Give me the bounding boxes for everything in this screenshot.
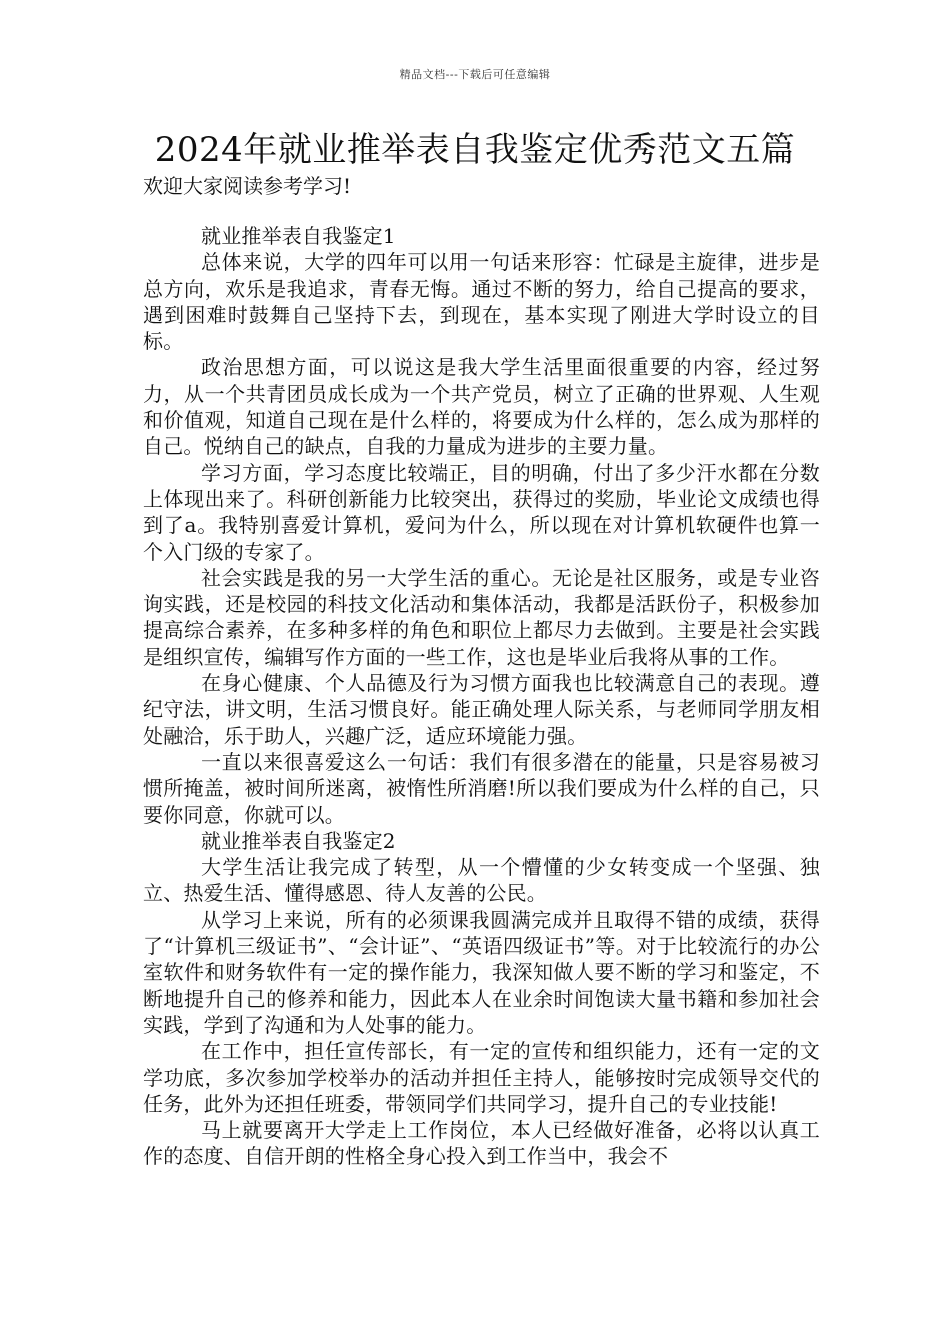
body-paragraph: 社会实践是我的另一大学生活的重心。无论是社区服务，或是专业咨询实践，还是校园的科技文化活动和集体活动，我都是活跃份子，积极参加提高综合素养，在多种多样的角色和职位上都尽力去做到。主要是社会实践是组织宣传，编辑写作方面的一些工作，这也是毕业后我将从事的工作。 [143, 565, 820, 669]
body-paragraph: 从学习上来说，所有的必须课我圆满完成并且取得不错的成绩，获得了“计算机三级证书”、“会计证”、“英语四级证书”等。对于比较流行的办公室软件和财务软件有一定的操作能力，我深知做人要不断的学习和鉴定，不断地提升自己的修养和能力，因此本人在业余时间饱读大量书籍和参加社会实践，学到了沟通和为人处事的能力。 [143, 907, 820, 1037]
page-header-note: 精品文档---下载后可任意编辑 [399, 68, 551, 81]
body-paragraph: 一直以来很喜爱这么一句话：我们有很多潜在的能量，只是容易被习惯所掩盖，被时间所迷离，被惰性所消磨!所以我们要成为什么样的自己，只要你同意，你就可以。 [143, 749, 820, 827]
body-paragraph: 在工作中，担任宣传部长，有一定的宣传和组织能力，还有一定的文学功底，多次参加学校举办的活动并担任主持人，能够按时完成领导交代的任务，此外为还担任班委，带领同学们共同学习，提升自己的专业技能! [143, 1039, 820, 1116]
welcome-line: 欢迎大家阅读参考学习! [143, 174, 352, 198]
body-paragraph: 大学生活让我完成了转型，从一个懵懂的少女转变成一个坚强、独立、热爱生活、懂得感恩、待人友善的公民。 [143, 855, 820, 906]
body-paragraph: 政治思想方面，可以说这是我大学生活里面很重要的内容，经过努力，从一个共青团员成长成为一个共产党员，树立了正确的世界观、人生观和价值观，知道自己现在是什么样的，将要成为什么样的，怎么成为那样的自己。悦纳自己的缺点，自我的力量成为进步的主要力量。 [143, 355, 820, 459]
section-heading: 就业推举表自我鉴定2 [201, 828, 396, 853]
body-paragraph: 马上就要离开大学走上工作岗位，本人已经做好准备，必将以认真工作的态度、自信开朗的性格全身心投入到工作当中，我会不 [143, 1118, 820, 1169]
document-title: 2024年就业推举表自我鉴定优秀范文五篇 [154, 130, 796, 170]
body-paragraph: 在身心健康、个人品德及行为习惯方面我也比较满意自己的表现。遵纪守法，讲文明，生活习惯良好。能正确处理人际关系，与老师同学朋友相处融洽，乐于助人，兴趣广泛，适应环境能力强。 [143, 671, 820, 748]
section-heading: 就业推举表自我鉴定1 [201, 224, 396, 248]
body-paragraph: 学习方面，学习态度比较端正，目的明确，付出了多少汗水都在分数上体现出来了。科研创新能力比较突出，获得过的奖励，毕业论文成绩也得到了a。我特别喜爱计算机，爱问为什么，所以现在对计算机软硬件也算一个入门级的专家了。 [143, 460, 820, 564]
body-paragraph: 总体来说，大学的四年可以用一句话来形容：忙碌是主旋律，进步是总方向，欢乐是我追求，青春无悔。通过不断的努力，给自己提高的要求，遇到困难时鼓舞自己坚持下去，到现在，基本实现了刚进大学时设立的目标。 [143, 250, 820, 354]
document-body [143, 223, 820, 1170]
